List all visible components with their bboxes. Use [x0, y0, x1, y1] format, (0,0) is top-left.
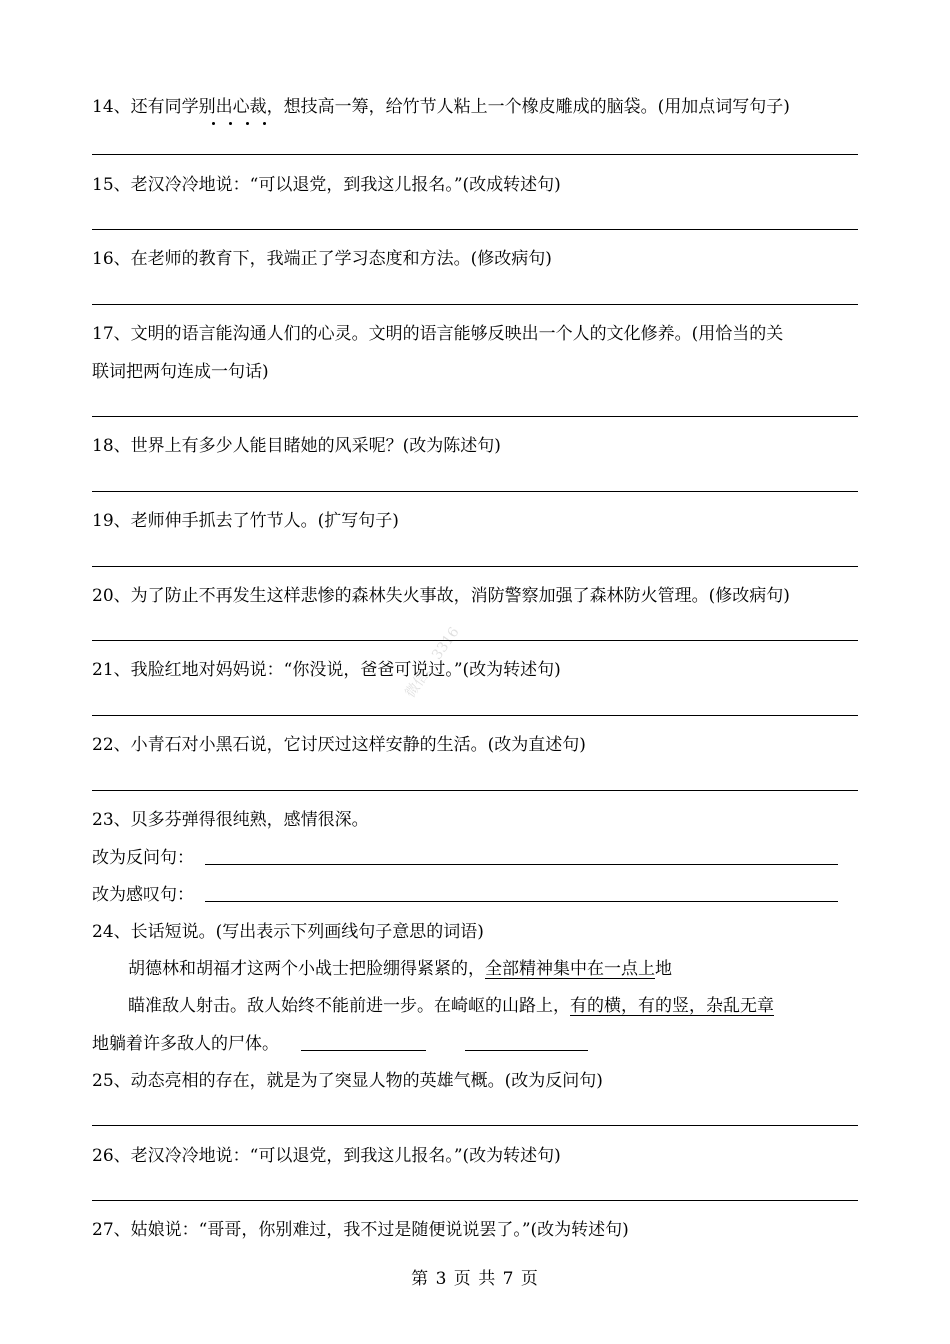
exclaim-label: 改为感叹句： [92, 885, 194, 905]
page-footer: 第 3 页 共 7 页 [411, 1269, 539, 1289]
question-17-line1: 17、文明的语言能沟通人们的心灵。文明的语言能够反映出一个人的文化修养。(用恰当的关 [92, 324, 784, 344]
answer-blank-2[interactable] [465, 1050, 588, 1051]
passage-line-2: 瞄准敌人射击。敌人始终不能前进一步。在崎岖的山路上，有的横，有的竖，杂乱无章 [128, 996, 774, 1016]
answer-line-14[interactable] [92, 154, 858, 155]
underlined-phrase-2: 有的横，有的竖，杂乱无章 [570, 996, 774, 1016]
passage-line-3: 地躺着许多敌人的尸体。 [92, 1034, 279, 1054]
answer-line-18[interactable] [92, 491, 858, 492]
answer-line-26[interactable] [92, 1200, 858, 1201]
question-14: 14、还有同学别出心裁，想技高一筹，给竹节人粘上一个橡皮雕成的脑袋。(用加点词写句子) [92, 97, 790, 117]
answer-line-20[interactable] [92, 640, 858, 641]
question-18: 18、世界上有多少人能目睹她的风采呢？(改为陈述句) [92, 436, 501, 456]
question-15: 15、老汉冷冷地说：“可以退党，到我这儿报名。”(改成转述句) [92, 175, 561, 195]
question-22: 22、小青石对小黑石说，它讨厌过这样安静的生活。(改为直述句) [92, 735, 586, 755]
answer-line-15[interactable] [92, 229, 858, 230]
question-25: 25、动态亮相的存在，就是为了突显人物的英雄气概。(改为反问句) [92, 1071, 603, 1091]
answer-line-16[interactable] [92, 304, 858, 305]
rhetorical-answer-line[interactable] [205, 864, 838, 865]
passage-line-1: 胡德林和胡福才这两个小战士把脸绷得紧紧的，全部精神集中在一点上地 [128, 959, 672, 979]
exclaim-answer-line[interactable] [205, 901, 838, 902]
question-21: 21、我脸红地对妈妈说：“你没说，爸爸可说过。”(改为转述句) [92, 660, 561, 680]
question-23: 23、贝多芬弹得很纯熟，感情很深。 [92, 810, 369, 830]
underlined-phrase-1: 全部精神集中在一点上 [485, 959, 655, 979]
question-24: 24、长话短说。(写出表示下列画线句子意思的词语) [92, 922, 484, 942]
answer-blank-1[interactable] [301, 1050, 426, 1051]
watermark: 微信： 3316 [402, 624, 463, 701]
rhetorical-label: 改为反问句： [92, 848, 194, 868]
answer-line-22[interactable] [92, 790, 858, 791]
question-17-line2: 联词把两句连成一句话) [92, 362, 269, 382]
question-16: 16、在老师的教育下，我端正了学习态度和方法。(修改病句) [92, 249, 552, 269]
question-26: 26、老汉冷冷地说：“可以退党，到我这儿报名。”(改为转述句) [92, 1146, 561, 1166]
answer-line-19[interactable] [92, 566, 858, 567]
question-27: 27、姑娘说：“哥哥，你别难过，我不过是随便说说罢了。”(改为转述句) [92, 1220, 629, 1240]
answer-line-21[interactable] [92, 715, 858, 716]
question-19: 19、老师伸手抓去了竹节人。(扩写句子) [92, 511, 399, 531]
answer-line-17[interactable] [92, 416, 858, 417]
question-20: 20、为了防止不再发生这样悲惨的森林失火事故，消防警察加强了森林防火管理。(修改病句) [92, 586, 790, 606]
answer-line-25[interactable] [92, 1125, 858, 1126]
